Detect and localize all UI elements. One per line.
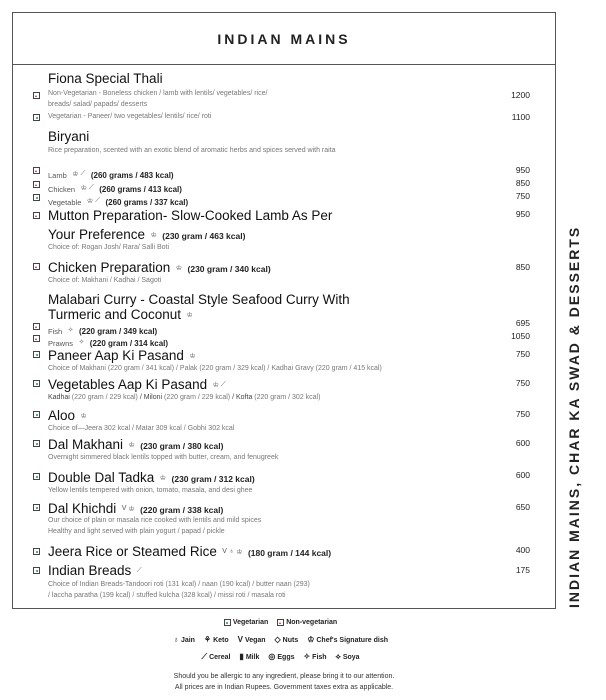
allergy-note: Should you be allergic to any ingredient, please bring it to our attention. [173, 673, 395, 680]
item-title-vegetables: Vegetables Aap Ki Pasand [48, 377, 208, 392]
biryani-veg-kcal: (260 grams / 337 kcal) [105, 198, 189, 207]
price-jeera: 400 [515, 545, 530, 555]
eggs-icon: ◎ [268, 652, 276, 661]
item-desc-khichdi-2: Healthy and light served with plain yogurt / papad / pickle [48, 528, 225, 535]
legend-eggs: Eggs [277, 654, 295, 661]
legend-row-1 [0, 619, 568, 626]
dal-makhani-kcal: (230 gram / 380 kcal) [140, 441, 224, 451]
price-malabari-fish: 695 [515, 318, 530, 328]
price-dal-makhani: 600 [515, 438, 530, 448]
item-title-mutton-2: Your Preference [48, 227, 146, 242]
biryani-chicken-kcal: (260 grams / 413 kcal) [99, 185, 182, 194]
mutton-kcal: (230 gram / 463 kcal) [162, 231, 246, 241]
price-paneer: 750 [515, 349, 530, 359]
price-vegetables: 750 [515, 378, 530, 388]
item-title-malabari-1: Malabari Curry - Coastal Style Seafood Curry With [48, 292, 350, 307]
vegan-icon: V [222, 548, 227, 556]
price-biryani-chicken: 850 [515, 178, 530, 188]
vegetables-kofta: / Kofta [232, 394, 253, 401]
veg-marker-icon [33, 194, 40, 201]
jain-icon: ♁ [228, 548, 235, 556]
veg-marker-icon [33, 114, 40, 121]
legend-non-vegetarian: Non-vegetarian [286, 619, 338, 627]
fish-icon: ✧ [303, 652, 311, 661]
cereal-icon: ⟋ [220, 380, 226, 388]
cereal-icon: ⟋ [201, 652, 208, 661]
malabari-prawns-kcal: (220 gram / 314 kcal) [89, 339, 169, 348]
item-desc-mutton: Choice of: Rogan Josh/ Rara/ Salli Boti [48, 244, 170, 251]
breads-title-row [48, 562, 143, 580]
chef-signature-icon: ♔ [175, 264, 183, 272]
item-title-paneer: Paneer Aap Ki Pasand [48, 348, 184, 363]
jeera-kcal: (180 gram / 144 kcal) [247, 548, 332, 558]
chef-signature-icon: ♔ [189, 352, 196, 360]
non-veg-marker-icon [33, 167, 40, 174]
legend-fish: Fish [312, 654, 327, 661]
aloo-title-row [48, 407, 88, 425]
item-title-chicken-prep: Chicken Preparation [48, 260, 171, 275]
legend-chef: Chef's Signature dish [316, 637, 389, 644]
cereal-icon: ⟋ [80, 169, 86, 177]
veg-marker-icon [33, 567, 40, 574]
nuts-icon: ◇ [274, 635, 281, 644]
non-veg-marker-icon [33, 323, 40, 330]
chef-signature-icon: ♔ [150, 231, 157, 239]
price-biryani-veg: 750 [515, 191, 530, 201]
item-title-double-dal: Double Dal Tadka [48, 470, 155, 485]
price-chicken-prep: 850 [515, 262, 530, 272]
legend-soya: Soya [342, 654, 360, 661]
malabari-fish-kcal: (220 gram / 349 kcal) [78, 327, 158, 336]
item-title-khichdi: Dal Khichdi [48, 501, 117, 516]
price-thali-nv: 1200 [511, 90, 530, 100]
page-title: INDIAN MAINS [217, 30, 351, 47]
price-breads: 175 [515, 565, 530, 575]
chef-signature-icon: ♔ [159, 474, 167, 482]
legend-cereal: Cereal [209, 654, 231, 661]
vegan-icon: V [237, 635, 243, 644]
malabari-fish-label: Fish [48, 327, 63, 336]
item-desc-paneer: Choice of Makhani (220 gram / 341 kcal) / Palak (220 gram / 329 kcal) / Kadhai Gravy (220 gram / 415 kcal) [48, 365, 382, 372]
keto-icon: ⚘ [203, 635, 212, 644]
soya-icon: ⟡ [335, 652, 341, 661]
cereal-icon: ⟋ [88, 183, 94, 191]
khichdi-title-row [48, 500, 223, 518]
chef-signature-icon: ♔ [72, 170, 79, 178]
malabari-prawns-label: Prawns [48, 339, 74, 348]
item-title-thali: Fiona Special Thali [48, 71, 163, 86]
vegetables-miloni: / Miloni [139, 394, 163, 401]
price-double-dal: 600 [515, 470, 530, 480]
item-title-malabari-2: Turmeric and Coconut [48, 307, 182, 322]
item-desc-khichdi-1: Our choice of plain or masala rice cooked with lentils and mild spices [48, 517, 262, 524]
chef-signature-icon: ♔ [212, 381, 219, 389]
jeera-title-row [48, 543, 331, 561]
price-mutton: 950 [515, 209, 530, 219]
item-desc-vegetables [48, 394, 320, 401]
item-desc-chicken-prep: Choice of: Makhani / Kadhai / Sagoti [48, 277, 162, 284]
item-title-biryani: Biryani [48, 129, 90, 144]
dal-makhani-title-row [48, 436, 223, 454]
khichdi-kcal: (220 gram / 338 kcal) [140, 505, 224, 515]
non-veg-marker-icon [33, 335, 40, 342]
double-dal-title-row [48, 469, 255, 487]
item-desc-breads-1: Choice of Indian Breads-Tandoori roti (131 kcal) / naan (190 kcal) / butter naan (293) [48, 581, 310, 588]
fish-icon: ✧ [78, 338, 85, 346]
double-dal-kcal: (230 gram / 312 kcal) [171, 474, 255, 484]
veg-marker-icon [33, 411, 40, 418]
veg-marker-icon [33, 473, 40, 480]
price-aloo: 750 [515, 409, 530, 419]
chicken-prep-kcal: (230 gram / 340 kcal) [187, 264, 271, 274]
chef-signature-icon: ♔ [80, 184, 87, 192]
item-desc-dal-makhani: Overnight simmered black lentils topped with butter, cream, and fenugreek [48, 454, 279, 461]
non-veg-marker-icon [33, 181, 40, 188]
fish-icon: ✧ [67, 326, 74, 334]
vegetables-title-row [48, 376, 227, 394]
item-title-aloo: Aloo [48, 408, 76, 423]
item-desc-double-dal: Yellow lentils tempered with onion, tomato, masala, and desi ghee [48, 487, 253, 494]
chef-signature-icon: ♔ [307, 635, 315, 644]
biryani-chicken-label: Chicken [48, 185, 76, 194]
legend-keto: Keto [213, 637, 229, 644]
item-desc-breads-2: / laccha paratha (199 kcal) / stuffed kulcha (328 kcal) / missi roti / masala roti [48, 592, 286, 599]
item-desc-thali-nv-1: Non-Vegetarian - Boneless chicken / lamb with lentils/ vegetables/ rice/ [48, 90, 268, 97]
vegetables-kofta-kcal: (220 gram / 302 kcal) [254, 394, 321, 401]
non-veg-marker-icon [33, 92, 40, 99]
item-desc-aloo: Choice of—Jeera 302 kcal / Matar 309 kcal / Gobhi 302 kcal [48, 425, 235, 432]
price-biryani-lamb: 950 [515, 165, 530, 175]
legend-nuts: Nuts [282, 637, 299, 644]
price-khichdi: 650 [515, 502, 530, 512]
item-desc-thali-veg: Vegetarian - Paneer/ two vegetables/ lentils/ rice/ roti [48, 113, 212, 120]
legend-vegan: Vegan [244, 637, 266, 644]
biryani-lamb-label: Lamb [48, 171, 67, 180]
item-desc-biryani: Rice preparation, scented with an exotic blend of aromatic herbs and spices served with raita [48, 147, 336, 154]
non-veg-marker-icon [277, 619, 284, 626]
veg-marker-icon [224, 619, 231, 626]
chef-signature-icon: ♔ [80, 412, 87, 420]
veg-marker-icon [33, 351, 40, 358]
item-title-dal-makhani: Dal Makhani [48, 437, 124, 452]
item-title-breads: Indian Breads [48, 563, 132, 578]
item-title-jeera: Jeera Rice or Steamed Rice [48, 544, 217, 559]
non-veg-marker-icon [33, 212, 40, 219]
legend-jain: Jain [180, 637, 195, 644]
prices-note: All prices are in Indian Rupees. Government taxes extra as applicable. [174, 684, 394, 691]
vegetables-miloni-kcal: (220 gram / 229 kcal) [164, 394, 231, 401]
vegetables-kadhai-kcal: (220 gram / 229 kcal) [71, 394, 138, 401]
vegan-icon: V [121, 505, 127, 513]
legend-vegetarian: Vegetarian [232, 619, 269, 627]
chef-signature-icon: ♔ [236, 548, 243, 556]
chef-signature-icon: ♔ [128, 441, 135, 449]
price-malabari-prawns: 1050 [511, 331, 530, 341]
biryani-veg-label: Vegetable [48, 198, 82, 207]
item-desc-thali-nv-2: breads/ salad/ papads/ desserts [48, 101, 148, 108]
cereal-icon: ⟋ [136, 566, 142, 574]
chef-signature-icon: ♔ [86, 197, 94, 205]
paneer-title-row [48, 347, 197, 365]
jain-icon: ♁ [172, 635, 179, 644]
veg-marker-icon [33, 548, 40, 555]
chicken-prep-title-row [48, 259, 271, 277]
legend-row-3 [0, 652, 568, 662]
milk-icon: ▮ [239, 652, 244, 661]
chef-signature-icon: ♔ [186, 311, 193, 319]
veg-marker-icon [33, 380, 40, 387]
vegetables-kadhai: Kadhai [48, 394, 70, 401]
non-veg-marker-icon [33, 263, 40, 270]
chef-signature-icon: ♔ [128, 505, 135, 513]
veg-marker-icon [33, 504, 40, 511]
mutton-title-row-2 [48, 226, 245, 244]
biryani-lamb-kcal: (260 grams / 483 kcal) [90, 171, 174, 180]
legend-milk: Milk [245, 654, 260, 661]
cereal-icon: ⟋ [95, 196, 101, 204]
price-thali-veg: 1100 [511, 112, 530, 122]
veg-marker-icon [33, 440, 40, 447]
side-section-title: INDIAN MAINS, CHAR KA SWAD & DESSERTS [566, 225, 582, 608]
item-title-mutton-1: Mutton Preparation- Slow-Cooked Lamb As Per [48, 208, 333, 223]
header-box [12, 12, 556, 65]
legend-row-2 [0, 635, 568, 644]
